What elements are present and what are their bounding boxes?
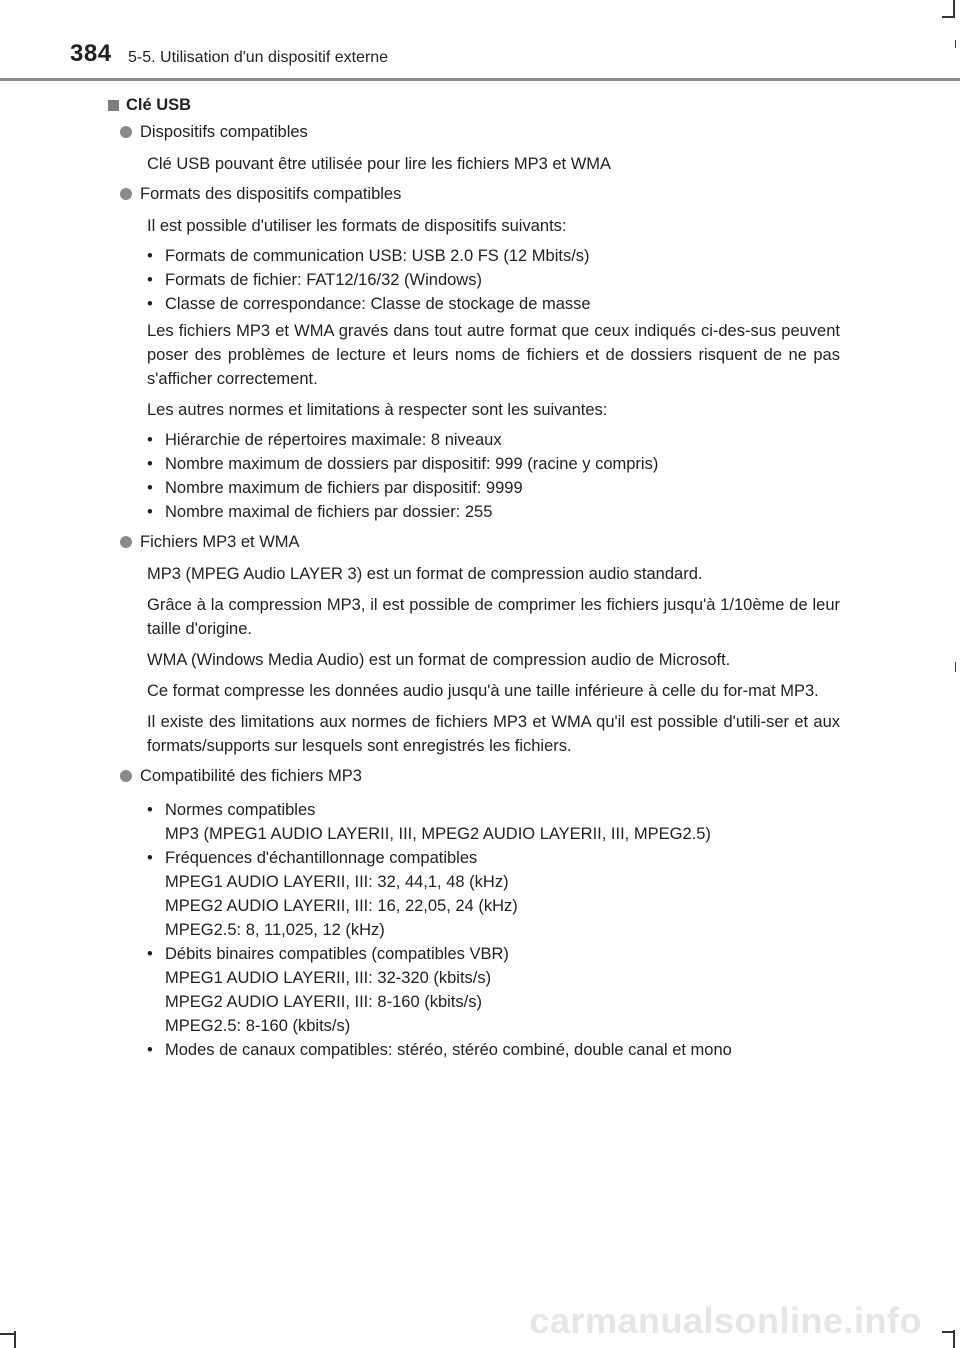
- section-title: Clé USB: [126, 96, 192, 114]
- item-title: Formats des dispositifs compatibles: [140, 185, 402, 203]
- item-title: Compatibilité des fichiers MP3: [140, 767, 362, 785]
- paragraph: Ce format compresse les données audio jusqu'à une taille inférieure à celle du for-mat MP3.: [147, 682, 819, 700]
- list-item: • Nombre maximal de fichiers par dossier: 255: [147, 503, 493, 521]
- list-subitem: MPEG2 AUDIO LAYERII, III: 8-160 (kbits/s): [165, 993, 482, 1011]
- list-subitem: MPEG1 AUDIO LAYERII, III: 32, 44,1, 48 (kHz): [165, 873, 509, 891]
- item-heading: [108, 117, 840, 148]
- crop-mark: [14, 1331, 16, 1348]
- paragraph: Clé USB pouvant être utilisée pour lire les fichiers MP3 et WMA: [147, 155, 612, 173]
- list-item: • Débits binaires compatibles (compatibles VBR): [147, 945, 509, 963]
- list-item: • Nombre maximum de fichiers par dispositif: 9999: [147, 479, 523, 497]
- list-subitem: MP3 (MPEG1 AUDIO LAYERII, III, MPEG2 AUDIO LAYERII, III, MPEG2.5): [165, 825, 711, 843]
- square-bullet-icon: [108, 100, 119, 111]
- crop-mark: [955, 40, 956, 48]
- paragraph: Il existe des limitations aux normes de fichiers MP3 et WMA qu'il est possible d'utili-ser et aux formats/supports sur lesquels sont enregistrés les fichiers.: [147, 713, 840, 755]
- page-header: [0, 0, 960, 80]
- crop-mark: [0, 1333, 14, 1335]
- bullet-list: [147, 792, 840, 1065]
- list-item: • Formats de fichier: FAT12/16/32 (Windows): [147, 271, 482, 289]
- crop-mark: [955, 662, 956, 672]
- list-item: • Fréquences d'échantillonnage compatibles: [147, 849, 478, 867]
- list-item: • Hiérarchie de répertoires maximale: 8 niveaux: [147, 431, 502, 449]
- paragraph: MP3 (MPEG Audio LAYER 3) est un format de compression audio standard.: [147, 565, 703, 583]
- circle-bullet-icon: [120, 126, 132, 138]
- crop-mark: [942, 16, 954, 18]
- item-heading: [108, 761, 840, 792]
- item-title: Fichiers MP3 et WMA: [140, 533, 300, 551]
- section-heading: [108, 93, 840, 117]
- list-subitem: MPEG1 AUDIO LAYERII, III: 32-320 (kbits/s): [165, 969, 492, 987]
- bullet-list: [147, 241, 840, 319]
- header-divider: [0, 78, 960, 81]
- paragraph: Les autres normes et limitations à respecter sont les suivantes:: [147, 401, 608, 419]
- item-title: Dispositifs compatibles: [140, 123, 308, 141]
- chapter-title: 5-5. Utilisation d'un dispositif externe: [128, 49, 389, 66]
- paragraph: WMA (Windows Media Audio) est un format de compression audio de Microsoft.: [147, 651, 731, 669]
- list-item: • Nombre maximum de dossiers par dispositif: 999 (racine y compris): [147, 455, 659, 473]
- watermark: carmanualsonline.info: [529, 1300, 922, 1341]
- circle-bullet-icon: [120, 188, 132, 200]
- list-item: • Modes de canaux compatibles: stéréo, stéréo combiné, double canal et mono: [147, 1041, 732, 1059]
- paragraph: Grâce à la compression MP3, il est possible de comprimer les fichiers jusqu'à 1/10ème de leur taille d'origine.: [147, 596, 840, 638]
- list-item: • Normes compatibles: [147, 801, 316, 819]
- item-heading: [108, 179, 840, 210]
- crop-mark: [942, 1331, 954, 1333]
- list-item: • Formats de communication USB: USB 2.0 FS (12 Mbits/s): [147, 247, 590, 265]
- circle-bullet-icon: [120, 536, 132, 548]
- paragraph: Il est possible d'utiliser les formats de dispositifs suivants:: [147, 217, 567, 235]
- list-subitem: MPEG2.5: 8-160 (kbits/s): [165, 1017, 351, 1035]
- list-subitem: MPEG2 AUDIO LAYERII, III: 16, 22,05, 24 (kHz): [165, 897, 518, 915]
- bullet-list: [147, 425, 840, 527]
- main-content: [108, 93, 840, 1065]
- circle-bullet-icon: [120, 770, 132, 782]
- list-item: • Classe de correspondance: Classe de stockage de masse: [147, 295, 591, 313]
- item-heading: [108, 527, 840, 558]
- list-subitem: MPEG2.5: 8, 11,025, 12 (kHz): [165, 921, 385, 939]
- paragraph: Les fichiers MP3 et WMA gravés dans tout autre format que ceux indiqués ci-des-sus peuvent poser des problèmes de lecture et leurs noms de fichiers et de dossiers risquent de ne pas s'afficher correctement.: [147, 322, 840, 388]
- page-number: 384: [70, 40, 112, 67]
